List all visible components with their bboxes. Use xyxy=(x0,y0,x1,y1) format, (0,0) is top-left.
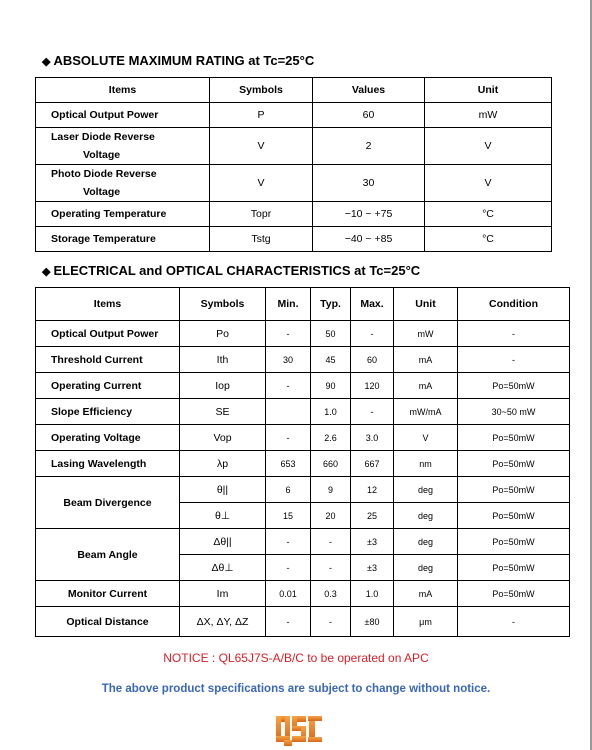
row-symbol: V xyxy=(210,165,313,202)
row-unit: mW xyxy=(425,103,552,128)
row-condition: - xyxy=(458,607,570,637)
row-max: 1.0 xyxy=(351,581,394,607)
electrical-optical-table xyxy=(35,287,570,637)
header-symbols: Symbols xyxy=(180,288,266,321)
row-symbol: Vop xyxy=(180,425,266,451)
table-row xyxy=(36,321,570,347)
header-max: Max. xyxy=(351,288,394,321)
row-condition: Po=50mW xyxy=(458,451,570,477)
row-min: - xyxy=(266,425,311,451)
row-max: ±3 xyxy=(351,529,394,555)
row-typ: 50 xyxy=(311,321,351,347)
row-item: Operating Voltage xyxy=(36,425,180,451)
row-condition: Po=50mW xyxy=(458,373,570,399)
row-symbol: θ|| xyxy=(180,477,266,503)
header-unit: Unit xyxy=(425,78,552,103)
row-item: Storage Temperature xyxy=(36,227,210,252)
row-value: 60 xyxy=(313,103,425,128)
header-typ: Typ. xyxy=(311,288,351,321)
row-item: Monitor Current xyxy=(36,581,180,607)
row-condition: Po=50mW xyxy=(458,503,570,529)
row-symbol: Δθ⊥ xyxy=(180,555,266,581)
table-row xyxy=(36,128,552,165)
table-header-row xyxy=(36,288,570,321)
row-typ: 20 xyxy=(311,503,351,529)
qsi-logo xyxy=(276,714,324,748)
row-unit: deg xyxy=(394,503,458,529)
row-value: −10 ~ +75 xyxy=(313,202,425,227)
row-unit: mA xyxy=(394,373,458,399)
row-typ: - xyxy=(311,555,351,581)
row-symbol: V xyxy=(210,128,313,165)
row-min xyxy=(266,399,311,425)
row-min: - xyxy=(266,529,311,555)
row-item xyxy=(36,128,210,165)
row-unit: V xyxy=(425,165,552,202)
row-item: Optical Output Power xyxy=(36,321,180,347)
row-item: Optical Distance xyxy=(36,607,180,637)
row-condition: Po=50mW xyxy=(458,477,570,503)
row-symbol: SE xyxy=(180,399,266,425)
absolute-max-rating-table xyxy=(35,77,552,252)
row-unit: mA xyxy=(394,347,458,373)
row-symbol: Δθ|| xyxy=(180,529,266,555)
table-header-row xyxy=(36,78,552,103)
row-condition: - xyxy=(458,321,570,347)
row-item: Lasing Wavelength xyxy=(36,451,180,477)
row-min: 15 xyxy=(266,503,311,529)
row-min: - xyxy=(266,555,311,581)
table-row xyxy=(36,529,570,555)
row-symbol: Iop xyxy=(180,373,266,399)
row-condition: - xyxy=(458,347,570,373)
row-symbol: Im xyxy=(180,581,266,607)
row-symbol: ΔX, ΔY, ΔZ xyxy=(180,607,266,637)
row-typ: 9 xyxy=(311,477,351,503)
row-max: 667 xyxy=(351,451,394,477)
row-symbol: θ⊥ xyxy=(180,503,266,529)
row-min: 653 xyxy=(266,451,311,477)
row-max: 60 xyxy=(351,347,394,373)
diamond-bullet-icon: ◆ xyxy=(42,266,51,278)
row-min: 0.01 xyxy=(266,581,311,607)
section2-heading xyxy=(42,263,420,278)
section1-heading xyxy=(42,53,314,68)
section1-title: ABSOLUTE MAXIMUM RATING at Tc=25°C xyxy=(53,53,315,68)
row-condition: 30~50 mW xyxy=(458,399,570,425)
row-max: ±3 xyxy=(351,555,394,581)
row-unit: deg xyxy=(394,529,458,555)
row-unit: mW xyxy=(394,321,458,347)
row-unit: deg xyxy=(394,555,458,581)
table-row xyxy=(36,607,570,637)
row-min: 30 xyxy=(266,347,311,373)
row-typ: 90 xyxy=(311,373,351,399)
row-value: 30 xyxy=(313,165,425,202)
row-unit: mW/mA xyxy=(394,399,458,425)
header-unit: Unit xyxy=(394,288,458,321)
row-item: Threshold Current xyxy=(36,347,180,373)
row-min: - xyxy=(266,321,311,347)
row-symbol: Topr xyxy=(210,202,313,227)
table-row xyxy=(36,477,570,503)
row-value: −40 ~ +85 xyxy=(313,227,425,252)
row-typ: 0.3 xyxy=(311,581,351,607)
row-typ: - xyxy=(311,529,351,555)
row-condition: Po=50mW xyxy=(458,581,570,607)
row-typ: 660 xyxy=(311,451,351,477)
table-row xyxy=(36,165,552,202)
row-item xyxy=(36,165,210,202)
row-item-line2: Voltage xyxy=(83,149,121,161)
row-unit: nm xyxy=(394,451,458,477)
diamond-bullet-icon: ◆ xyxy=(42,56,51,68)
header-values: Values xyxy=(313,78,425,103)
row-item: Operating Current xyxy=(36,373,180,399)
table-row xyxy=(36,202,552,227)
row-unit: μm xyxy=(394,607,458,637)
header-items: Items xyxy=(36,288,180,321)
row-max: - xyxy=(351,321,394,347)
table-row xyxy=(36,373,570,399)
notice-text: NOTICE : QL65J7S-A/B/C to be operated on APC xyxy=(163,651,429,665)
row-symbol: λp xyxy=(180,451,266,477)
row-item: Slope Efficiency xyxy=(36,399,180,425)
row-typ: 45 xyxy=(311,347,351,373)
row-typ: 1.0 xyxy=(311,399,351,425)
row-unit: deg xyxy=(394,477,458,503)
section2-title: ELECTRICAL and OPTICAL CHARACTERISTICS at Tc=25°C xyxy=(53,263,421,278)
row-unit: mA xyxy=(394,581,458,607)
row-symbol: P xyxy=(210,103,313,128)
row-max: ±80 xyxy=(351,607,394,637)
header-condition: Condition xyxy=(458,288,570,321)
row-condition: Po=50mW xyxy=(458,529,570,555)
row-unit: °C xyxy=(425,202,552,227)
table-row xyxy=(36,347,570,373)
row-condition: Po=50mW xyxy=(458,555,570,581)
row-min: - xyxy=(266,607,311,637)
row-max: 120 xyxy=(351,373,394,399)
row-unit: V xyxy=(425,128,552,165)
row-min: 6 xyxy=(266,477,311,503)
row-max: 3.0 xyxy=(351,425,394,451)
row-max: 12 xyxy=(351,477,394,503)
header-items: Items xyxy=(36,78,210,103)
row-item-line2: Voltage xyxy=(83,186,121,198)
header-symbols: Symbols xyxy=(210,78,313,103)
row-typ: - xyxy=(311,607,351,637)
row-item: Beam Angle xyxy=(36,529,180,581)
header-min: Min. xyxy=(266,288,311,321)
row-max: - xyxy=(351,399,394,425)
row-item: Operating Temperature xyxy=(36,202,210,227)
table-row xyxy=(36,399,570,425)
disclaimer-text: The above product specifications are subject to change without notice. xyxy=(101,683,491,695)
row-symbol: Po xyxy=(180,321,266,347)
table-row xyxy=(36,425,570,451)
row-item: Optical Output Power xyxy=(36,103,210,128)
table-row xyxy=(36,103,552,128)
row-item-line1: Photo Diode Reverse xyxy=(51,168,157,180)
table-row xyxy=(36,227,552,252)
row-condition: Po=50mW xyxy=(458,425,570,451)
row-item-line1: Laser Diode Reverse xyxy=(51,131,155,143)
row-value: 2 xyxy=(313,128,425,165)
row-min: - xyxy=(266,373,311,399)
row-unit: °C xyxy=(425,227,552,252)
row-symbol: Ith xyxy=(180,347,266,373)
row-item: Beam Divergence xyxy=(36,477,180,529)
row-max: 25 xyxy=(351,503,394,529)
row-symbol: Tstg xyxy=(210,227,313,252)
table-row xyxy=(36,581,570,607)
row-typ: 2.6 xyxy=(311,425,351,451)
row-unit: V xyxy=(394,425,458,451)
table-row xyxy=(36,451,570,477)
